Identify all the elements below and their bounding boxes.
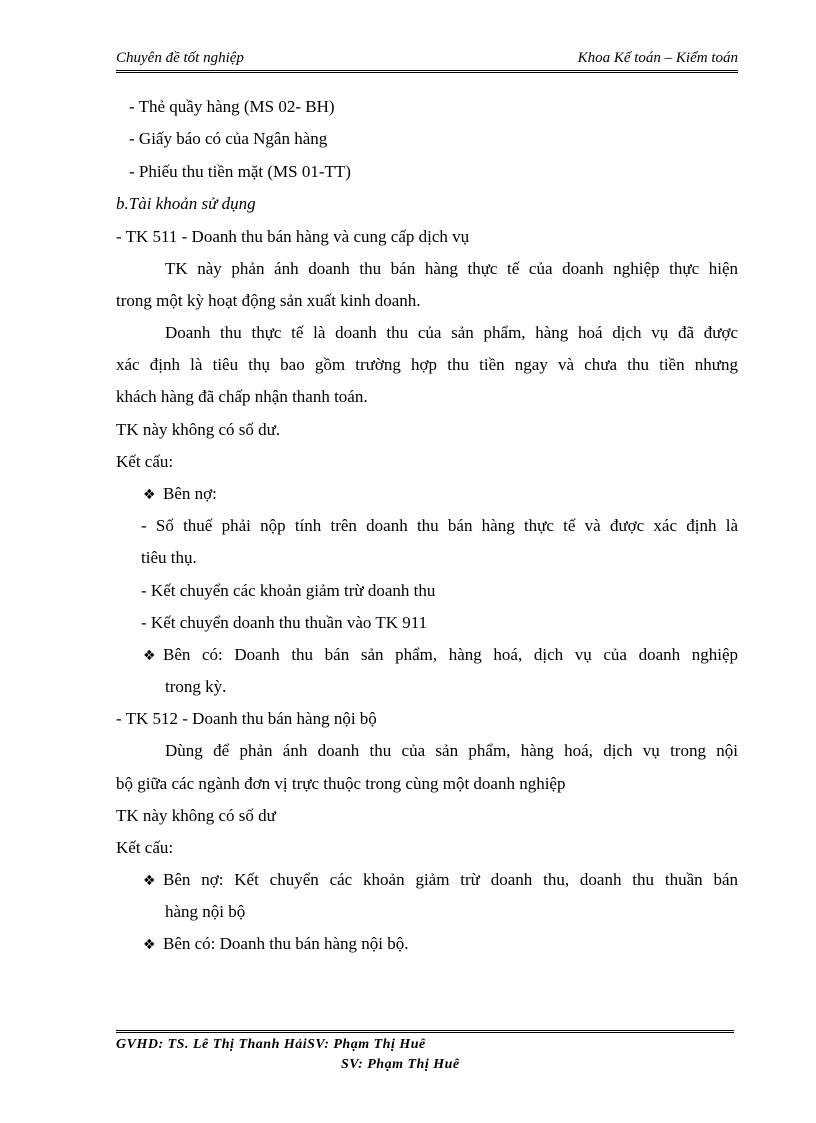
header-left-title: Chuyên đề tốt nghiệp <box>116 50 244 66</box>
footer-divider <box>116 1030 734 1037</box>
tk511-debit-item1-line1: - Số thuế phải nộp tính trên doanh thu bán hàng thực tế và được xác định là <box>141 516 738 535</box>
diamond-bullet-icon: ❖ <box>143 648 156 664</box>
tk511-structure-label: Kết cấu: <box>116 452 174 471</box>
tk511-para1-line1: TK này phản ánh doanh thu bán hàng thực tế của doanh nghiệp thực hiện <box>165 259 738 278</box>
tk511-debit-item2: - Kết chuyển các khoản giảm trừ doanh thu <box>141 581 436 600</box>
credit-text: Bên có: Doanh thu bán sản phẩm, hàng hoá, dịch vụ của doanh nghiệp <box>163 645 738 664</box>
debit-label: Bên nợ: <box>163 484 217 503</box>
header-right-title: Khoa Kế toán – Kiểm toán <box>577 50 738 66</box>
tk511-credit-line1 <box>143 645 738 666</box>
tk511-no-balance: TK này không có số dư. <box>116 420 281 439</box>
tk511-debit-heading <box>143 484 217 505</box>
tk512-no-balance: TK này không có số dư <box>116 806 276 825</box>
tk511-debit-item3: - Kết chuyển doanh thu thuần vào TK 911 <box>141 613 428 632</box>
page-header <box>116 50 738 73</box>
tk511-para2-line2: xác định là tiêu thụ bao gồm trường hợp thu tiền ngay và chưa thu tiền nhưng <box>116 355 738 374</box>
tk512-para1-line2: bộ giữa các ngành đơn vị trực thuộc trong cùng một doanh nghiệp <box>116 774 566 793</box>
section-heading-b: b.Tài khoản sử dụng <box>116 194 256 213</box>
footer-student-line: SV: Phạm Thị Huê <box>341 1057 460 1072</box>
tk512-debit-line2: hàng nội bộ <box>165 902 246 921</box>
tk511-para1-line2: trong một kỳ hoạt động sản xuất kinh doanh. <box>116 291 421 310</box>
tk511-para2-line3: khách hàng đã chấp nhận thanh toán. <box>116 387 368 406</box>
doc-item-1: - Thẻ quầy hàng (MS 02- BH) <box>129 97 335 116</box>
tk511-debit-item1-line2: tiêu thụ. <box>141 548 197 567</box>
tk511-credit-line2: trong kỳ. <box>165 677 227 696</box>
tk512-debit-line1 <box>143 870 738 891</box>
diamond-bullet-icon: ❖ <box>143 487 156 503</box>
tk511-para2-line1: Doanh thu thực tế là doanh thu của sản phẩm, hàng hoá dịch vụ đã được <box>165 323 738 342</box>
debit-text: Bên nợ: Kết chuyển các khoản giảm trừ doanh thu, doanh thu thuần bán <box>163 870 738 889</box>
tk512-heading: - TK 512 - Doanh thu bán hàng nội bộ <box>116 709 377 728</box>
credit-text: Bên có: Doanh thu bán hàng nội bộ. <box>163 934 409 953</box>
doc-item-3: - Phiếu thu tiền mặt (MS 01-TT) <box>129 162 351 181</box>
doc-item-2: - Giấy báo có của Ngân hàng <box>129 129 328 148</box>
diamond-bullet-icon: ❖ <box>143 873 156 889</box>
tk511-heading: - TK 511 - Doanh thu bán hàng và cung cấp dịch vụ <box>116 227 470 246</box>
tk512-structure-label: Kết cấu: <box>116 838 174 857</box>
diamond-bullet-icon: ❖ <box>143 937 156 953</box>
tk512-credit <box>143 934 409 955</box>
footer-supervisor-line: GVHD: TS. Lê Thị Thanh HảiSV: Phạm Thị Huê <box>116 1037 426 1052</box>
tk512-para1-line1: Dùng để phản ánh doanh thu của sản phẩm, hàng hoá, dịch vụ trong nội <box>165 741 738 760</box>
